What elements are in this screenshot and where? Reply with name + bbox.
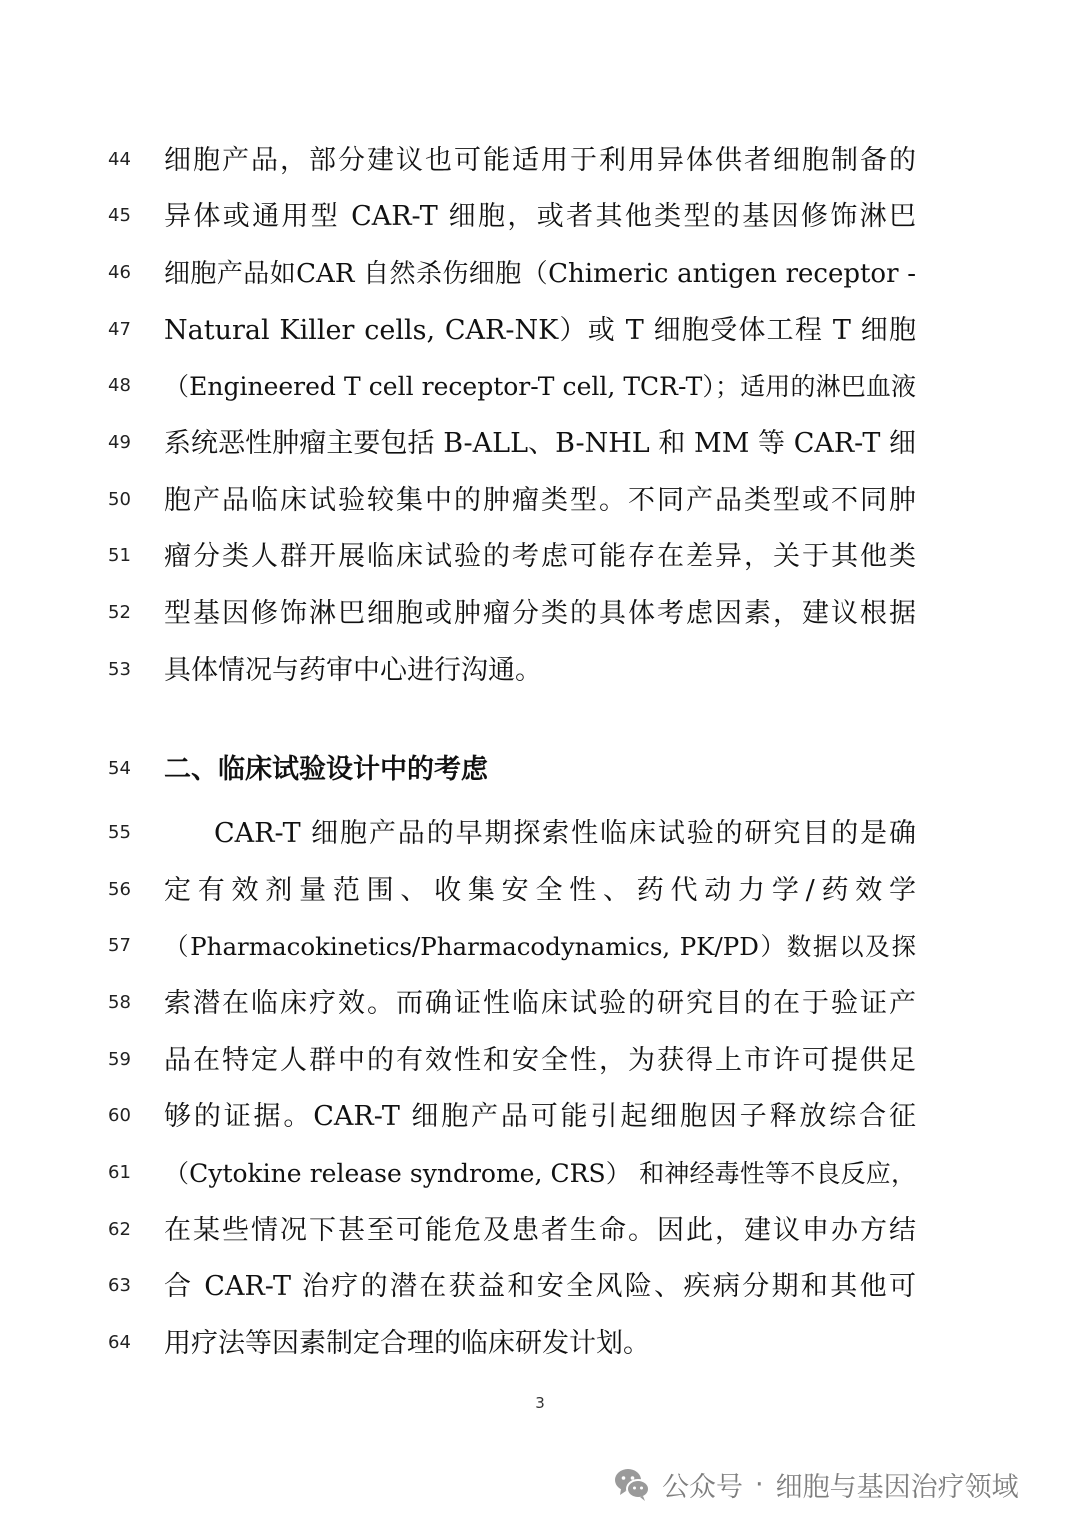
line-text: 细胞产品如CAR 自然杀伤细胞（Chimeric antigen receptor - bbox=[164, 259, 916, 289]
text-line bbox=[0, 254, 1080, 294]
text-line bbox=[0, 141, 1080, 181]
line-number: 59 bbox=[108, 1049, 131, 1070]
line-number: 56 bbox=[108, 879, 131, 900]
line-number: 58 bbox=[108, 992, 131, 1013]
text-line bbox=[0, 594, 1080, 634]
watermark-label: 公众号 bbox=[662, 1471, 743, 1503]
line-number: 44 bbox=[108, 149, 131, 170]
text-line bbox=[0, 1324, 1080, 1364]
line-text: 合 CAR-T 治疗的潜在获益和安全风险、疾病分期和其他可 bbox=[164, 1271, 916, 1302]
text-line bbox=[0, 537, 1080, 577]
line-text: （Engineered T cell receptor-T cell, TCR-T）；适用的淋巴血液 bbox=[164, 372, 916, 401]
line-number: 49 bbox=[108, 432, 131, 453]
line-text: 细胞产品，部分建议也可能适用于利用异体供者细胞制备的 bbox=[164, 145, 916, 176]
line-number: 64 bbox=[108, 1332, 131, 1353]
line-number: 54 bbox=[108, 758, 131, 779]
text-line bbox=[0, 311, 1080, 351]
line-text: （Pharmacokinetics/Pharmacodynamics, PK/PD）数据以及探 bbox=[164, 932, 916, 961]
line-text: 定有效剂量范围、收集安全性、药代动力学/药效学 bbox=[164, 875, 916, 906]
line-text: 品在特定人群中的有效性和安全性，为获得上市许可提供足 bbox=[164, 1045, 916, 1076]
text-line bbox=[0, 1097, 1080, 1137]
wechat-icon bbox=[612, 1464, 652, 1504]
line-number: 47 bbox=[108, 319, 131, 340]
line-number: 57 bbox=[108, 935, 131, 956]
line-number: 45 bbox=[108, 205, 131, 226]
line-text: 型基因修饰淋巴细胞或肿瘤分类的具体考虑因素，建议根据 bbox=[164, 598, 916, 629]
text-line bbox=[0, 927, 1080, 967]
line-text: Natural Killer cells, CAR-NK）或 T 细胞受体工程 T 细胞 bbox=[164, 315, 916, 346]
line-text: 胞产品临床试验较集中的肿瘤类型。不同产品类型或不同肿 bbox=[164, 485, 916, 516]
line-text: 瘤分类人群开展临床试验的考虑可能存在差异，关于其他类 bbox=[164, 541, 916, 572]
line-text: 用疗法等因素制定合理的临床研发计划。 bbox=[164, 1328, 650, 1359]
line-number: 61 bbox=[108, 1162, 131, 1183]
text-line bbox=[0, 424, 1080, 464]
watermark-separator: · bbox=[755, 1468, 764, 1500]
line-text: （Cytokine release syndrome, CRS） 和神经毒性等不良反应， bbox=[164, 1159, 916, 1188]
line-number: 50 bbox=[108, 489, 131, 510]
wechat-watermark bbox=[612, 1462, 1019, 1506]
line-number: 62 bbox=[108, 1219, 131, 1240]
line-number: 52 bbox=[108, 602, 131, 623]
text-line bbox=[0, 367, 1080, 407]
text-line bbox=[0, 651, 1080, 691]
line-text: 具体情况与药审中心进行沟通。 bbox=[164, 655, 542, 686]
text-line bbox=[0, 1041, 1080, 1081]
line-number: 55 bbox=[108, 822, 131, 843]
line-text: 系统恶性肿瘤主要包括 B-ALL、B-NHL 和 MM 等 CAR-T 细 bbox=[164, 428, 916, 459]
text-line bbox=[0, 197, 1080, 237]
watermark-account: 细胞与基因治疗领域 bbox=[775, 1471, 1019, 1503]
line-text: 够的证据。CAR-T 细胞产品可能引起细胞因子释放综合征 bbox=[164, 1101, 916, 1132]
text-line bbox=[0, 1267, 1080, 1307]
line-number: 48 bbox=[108, 375, 131, 396]
line-text: 索潜在临床疗效。而确证性临床试验的研究目的在于验证产 bbox=[164, 988, 916, 1019]
line-number: 46 bbox=[108, 262, 131, 283]
line-number: 53 bbox=[108, 659, 131, 680]
line-text: 异体或通用型 CAR-T 细胞，或者其他类型的基因修饰淋巴 bbox=[164, 201, 916, 232]
text-line bbox=[0, 481, 1080, 521]
text-line bbox=[0, 1211, 1080, 1251]
line-number: 60 bbox=[108, 1105, 131, 1126]
line-number: 63 bbox=[108, 1275, 131, 1296]
text-line bbox=[0, 814, 1080, 854]
text-line bbox=[0, 1154, 1080, 1194]
page-number: 3 bbox=[535, 1394, 545, 1412]
line-text: 在某些情况下甚至可能危及患者生命。因此，建议申办方结 bbox=[164, 1215, 916, 1246]
section-heading: 二、临床试验设计中的考虑 bbox=[164, 754, 488, 785]
line-number: 51 bbox=[108, 545, 131, 566]
text-line bbox=[0, 871, 1080, 911]
section-heading-line bbox=[0, 750, 1080, 790]
line-text: CAR-T 细胞产品的早期探索性临床试验的研究目的是确 bbox=[214, 818, 916, 849]
text-line bbox=[0, 984, 1080, 1024]
